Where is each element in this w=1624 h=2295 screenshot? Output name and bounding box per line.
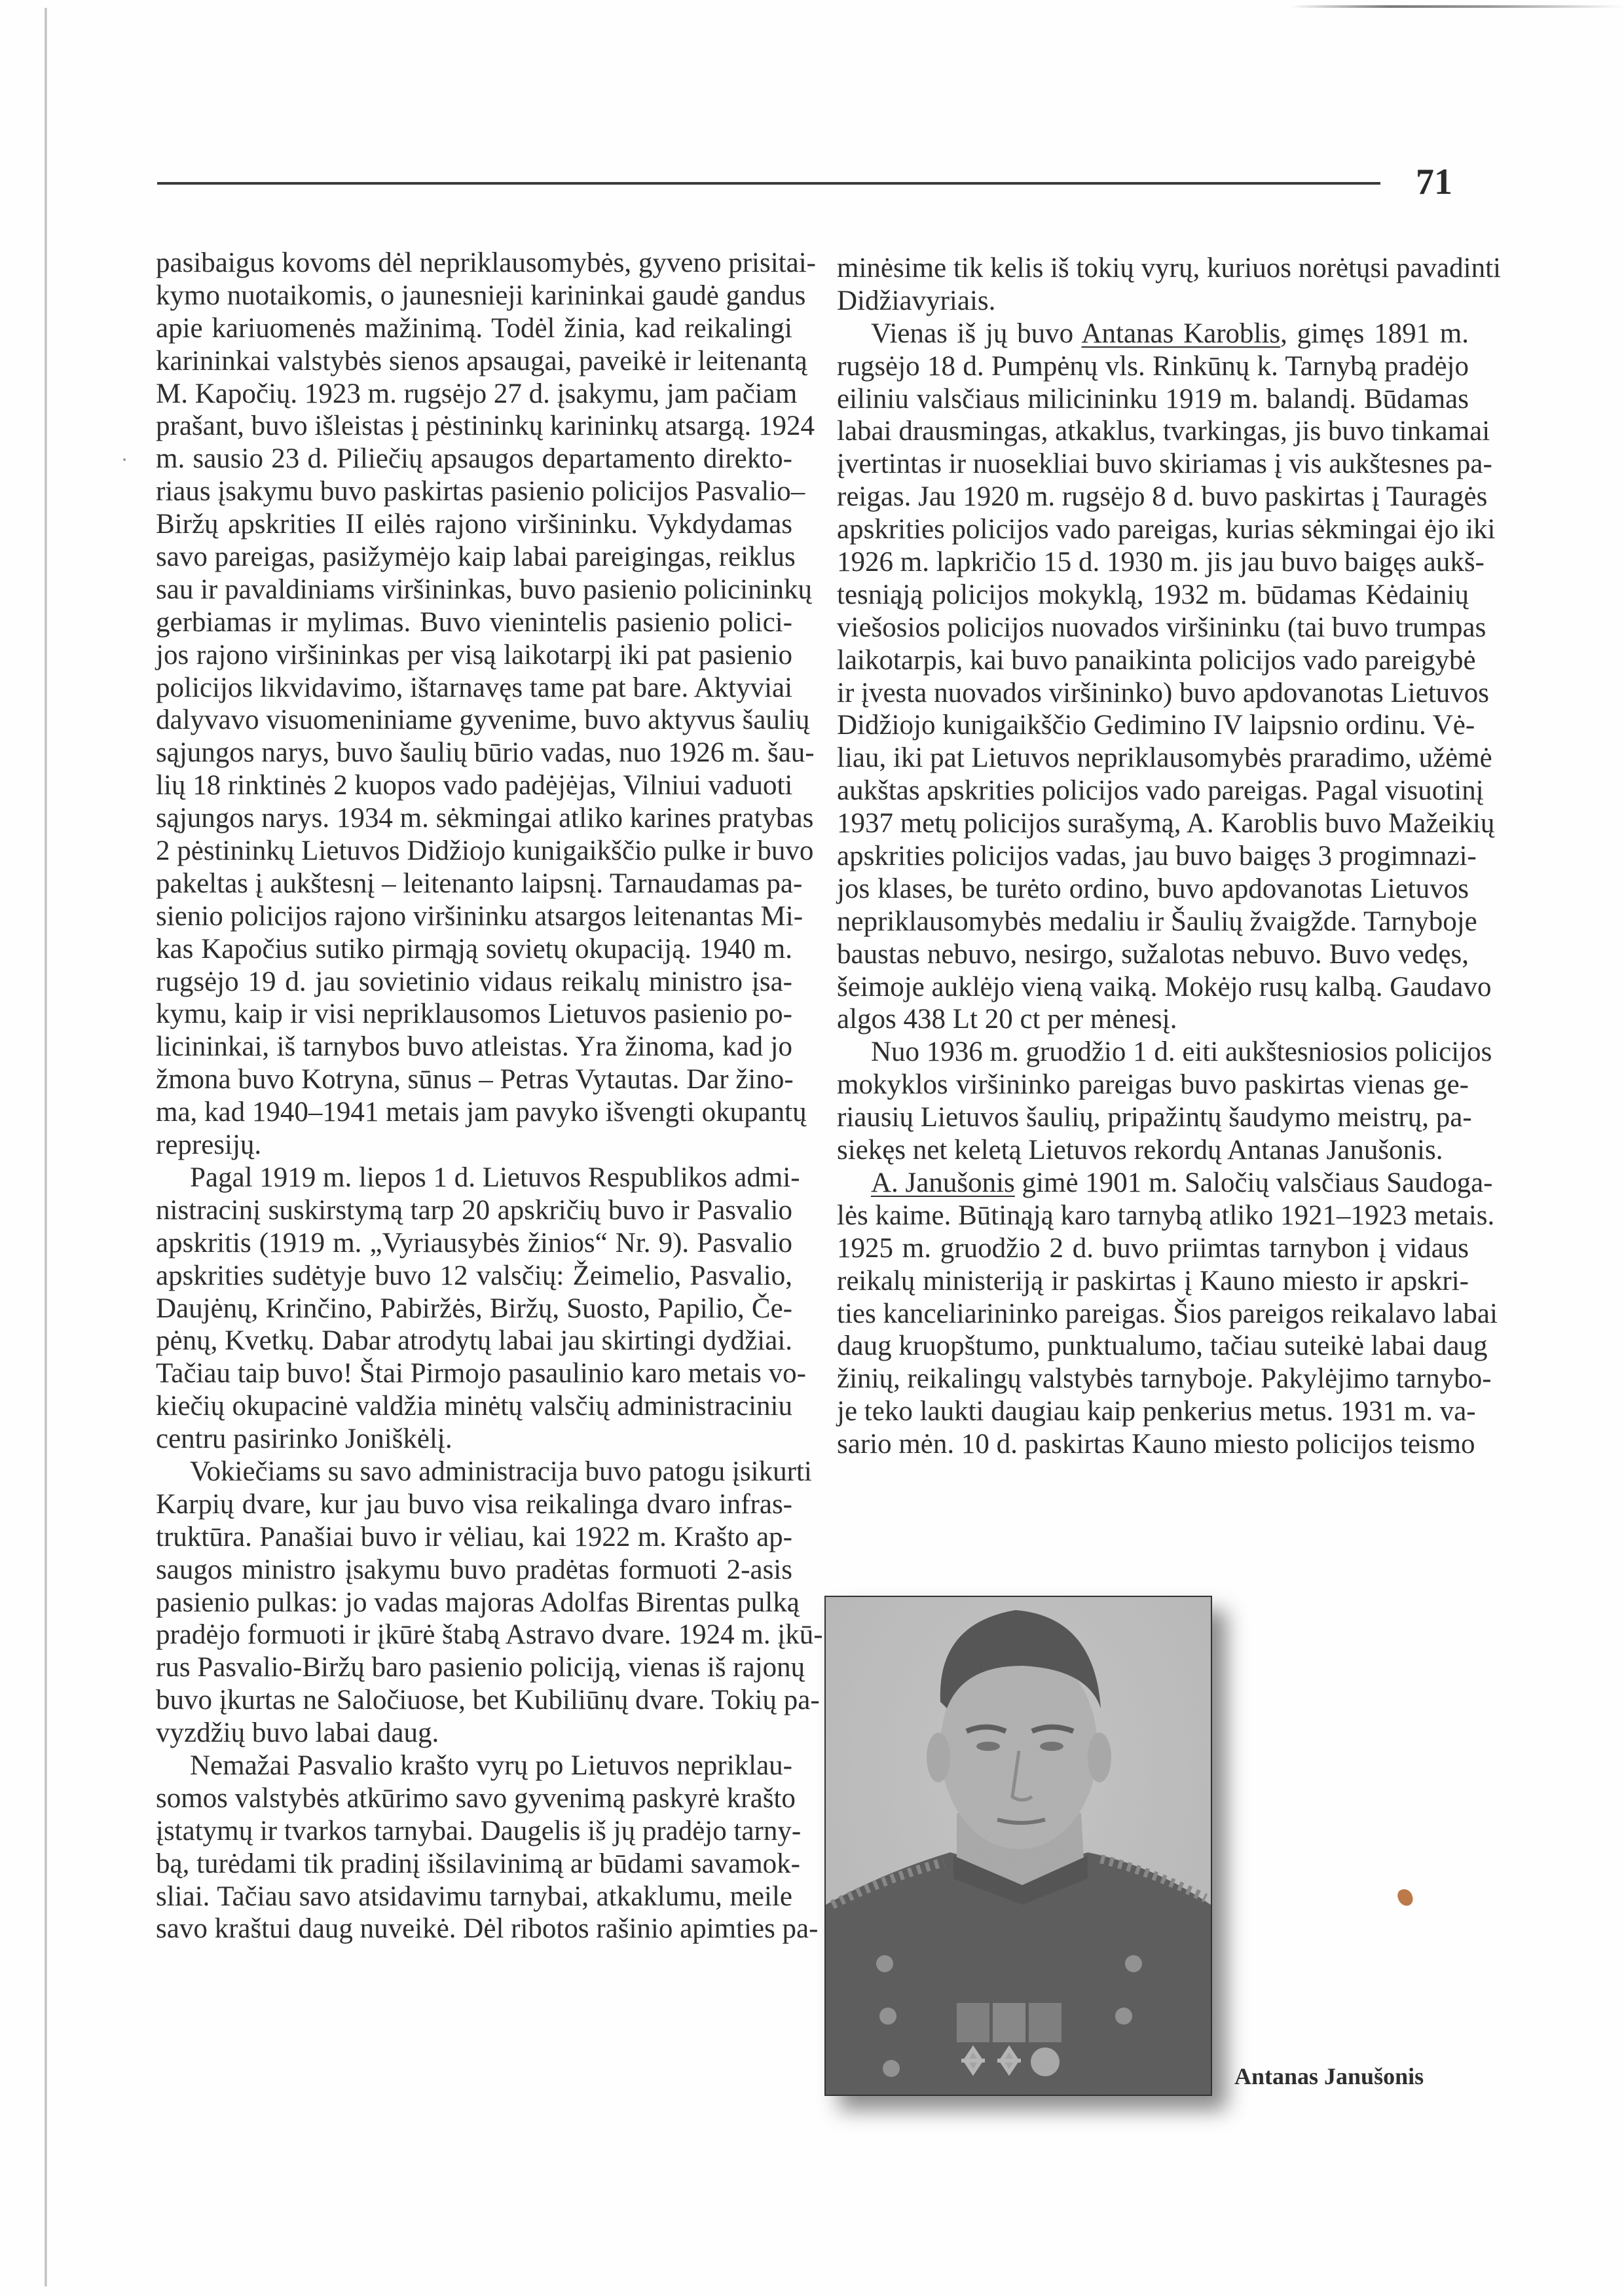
text-line: rugsėjo 19 d. jau sovietinio vidaus reikalų ministro įsa- [156, 966, 792, 997]
text-line: Biržų apskrities II eilės rajono viršininku. Vykdydamas [156, 509, 792, 540]
text-line: jos rajono viršininkas per visą laikotarpį iki pat pasienio [156, 639, 792, 670]
text-line: įvertintas ir nuosekliai buvo skiriamas į vis aukštesnes pa- [837, 449, 1492, 480]
text-line: m. sausio 23 d. Piliečių apsaugos departamento direkto- [156, 443, 792, 475]
text-line: somos valstybės atkūrimo savo gyvenimą paskyrė krašto [156, 1782, 796, 1814]
underlined-name: A. Janušonis [871, 1167, 1015, 1198]
text-line: Nemažai Pasvalio krašto vyrų po Lietuvos nepriklau- [190, 1750, 792, 1781]
text-line: lių 18 rinktinės 2 kuopos vado padėjėjas, Vilniui vaduoti [156, 770, 793, 801]
text-line: represijų. [156, 1129, 262, 1161]
scan-top-shadow [1290, 5, 1624, 8]
text-line: vyzdžių buvo labai daug. [156, 1717, 439, 1749]
text-line: pasibaigus kovoms dėl nepriklausomybės, gyveno prisitai- [156, 248, 816, 278]
text-line: lės kaime. Būtinąją karo tarnybą atliko 1921–1923 metais. [837, 1200, 1495, 1231]
text-line: savo pareigas, pasižymėjo kaip labai pareigingas, reiklus [156, 542, 796, 573]
text-line: tesniąją policijos mokyklą, 1932 m. būdamas Kėdainių [837, 579, 1469, 610]
text-line: Vienas iš jų buvo Antanas Karoblis, gimęs 1891 m. [871, 318, 1469, 349]
text-line: eiliniu valsčiaus milicininku 1919 m. balandį. Būdamas [837, 383, 1469, 414]
text-line: 2 pėstininkų Lietuvos Didžiojo kunigaikščio pulke ir buvo [156, 835, 814, 867]
text-line: mokyklos viršininko pareigas buvo paskirtas vienas ge- [837, 1069, 1469, 1101]
text-line: rugsėjo 18 d. Pumpėnų vls. Rinkūnų k. Tarnybą pradėjo [837, 350, 1469, 382]
underlined-name: Antanas Karoblis [1081, 318, 1281, 349]
text-line: M. Kapočių. 1923 m. rugsėjo 27 d. įsakymu, jam pačiam [156, 378, 798, 409]
text-line: kiečių okupacinė valdžia minėtų valsčių administraciniu [156, 1391, 792, 1422]
left-column [156, 247, 823, 1945]
text-line: nistracinį suskirstymą tarp 20 apskričių buvo ir Pasvalio [156, 1194, 792, 1226]
scan-edge-shadow [45, 8, 47, 2286]
text-line: apie kariuomenės mažinimą. Todėl žinia, kad reikalingi [156, 312, 792, 344]
text-line: jos klases, be turėto ordino, buvo apdovanotas Lietuvos [837, 873, 1469, 904]
scan-speck [123, 458, 126, 461]
text-line: apskrities sudėtyje buvo 12 valsčių: Žeimelio, Pasvalio, [156, 1260, 792, 1291]
text-line: pradėjo formuoti ir įkūrė štabą Astravo dvare. 1924 m. įkū- [156, 1619, 823, 1651]
text-line: licininkai, iš tarnybos buvo atleistas. Yra žinoma, kad jo [156, 1031, 792, 1063]
text-line: saugos ministro įsakymu buvo pradėtas formuoti 2-asis [156, 1554, 792, 1585]
text-line: karininkai valstybės sienos apsaugai, paveikė ir leitenantą [156, 345, 807, 376]
text-line: algos 438 Lt 20 ct per mėnesį. [837, 1004, 1177, 1035]
text-line: labai drausmingas, atkaklus, tvarkingas, jis buvo tinkamai [837, 416, 1490, 447]
text-line: sliai. Tačiau savo atsidavimu tarnybai, atkaklumu, meile [156, 1881, 792, 1912]
text-line: 1925 m. gruodžio 2 d. buvo priimtas tarnybon į vidaus [837, 1232, 1469, 1264]
text-line: pakeltas į aukštesnį – leitenanto laipsnį. Tarnaudamas pa- [156, 868, 803, 899]
text-line: Pagal 1919 m. liepos 1 d. Lietuvos Respublikos admi- [190, 1162, 800, 1193]
text-line: minėsime tik kelis iš tokių vyrų, kuriuos norėtųsi pavadinti [837, 253, 1501, 284]
text-line: Nuo 1936 m. gruodžio 1 d. eiti aukštesniosios policijos [871, 1037, 1492, 1068]
text-line: Karpių dvare, kur jau buvo visa reikalinga dvaro infras- [156, 1488, 792, 1520]
text-line: truktūra. Panašiai buvo ir vėliau, kai 1922 m. Krašto ap- [156, 1521, 792, 1552]
text-line: Tačiau taip buvo! Štai Pirmojo pasaulinio karo metais vo- [156, 1358, 806, 1389]
text-line: apskrities policijos vado pareigas, kurias sėkmingai ėjo iki [837, 514, 1496, 545]
text-line: riaus įsakymu buvo paskirtas pasienio policijos Pasvalio– [156, 476, 805, 507]
text-line: ma, kad 1940–1941 metais jam pavyko išvengti okupantų [156, 1097, 807, 1128]
header-rule [157, 182, 1380, 185]
text-line: kymo nuotaikomis, o jaunesnieji karininkai gaudė gandus [156, 280, 806, 311]
text-line: dalyvavo visuomeniniame gyvenime, buvo aktyvus šaulių [156, 705, 810, 736]
text-line: laikotarpis, kai buvo panaikinta policijos vado pareigybė [837, 644, 1476, 676]
text-line: sienio policijos rajono viršininku atsargos leitenantas Mi- [156, 900, 803, 932]
text-line: 1926 m. lapkričio 15 d. 1930 m. jis jau buvo baigęs aukš- [837, 547, 1485, 578]
text-line: reikalų ministeriją ir paskirtas į Kauno miesto ir apskri- [837, 1265, 1469, 1296]
text-line: centru pasirinko Joniškėlį. [156, 1423, 452, 1455]
text-line: reigas. Jau 1920 m. rugsėjo 8 d. buvo paskirtas į Tauragės [837, 481, 1488, 513]
text-line: gerbiamas ir mylimas. Buvo vienintelis pasienio polici- [156, 606, 792, 638]
text-line: daug kruopštumo, punktualumo, tačiau suteikė labai daug [837, 1331, 1488, 1362]
text-line: Didžiojo kunigaikščio Gedimino IV laipsnio ordinu. Vė- [837, 710, 1475, 741]
right-column [837, 252, 1501, 1461]
paper-stain [1396, 1888, 1414, 1908]
text-line: įstatymų ir tvarkos tarnybai. Daugelis iš jų pradėjo tarny- [156, 1815, 802, 1846]
text-line: ir įvesta nuovados viršininko) buvo apdovanotas Lietuvos [837, 677, 1490, 708]
text-line: aukštas apskrities policijos vado pareigas. Pagal visuotinį [837, 775, 1484, 807]
text-line: sąjungos narys, buvo šaulių būrio vadas, nuo 1926 m. šau- [156, 737, 815, 769]
text-line: ties kanceliarininko pareigas. Šios pareigos reikalavo labai [837, 1298, 1498, 1329]
text-line: kas Kapočius sutiko pirmąją sovietų okupaciją. 1940 m. [156, 933, 792, 964]
text-line: A. Janušonis gimė 1901 m. Saločių valsčiaus Saudoga- [871, 1167, 1493, 1198]
text-line: žinių, reikalingų valstybės tarnyboje. Pakylėjimo tarnybo- [837, 1363, 1492, 1395]
text-line: je teko laukti daugiau kaip penkerius metus. 1931 m. va- [837, 1396, 1476, 1427]
portrait-photo [824, 1596, 1212, 2096]
text-line: Didžiavyriais. [837, 285, 996, 316]
text-line: buvo įkurtas ne Saločiuose, bet Kubiliūnų dvare. Tokių pa- [156, 1685, 820, 1716]
text-line: siekęs net keletą Lietuvos rekordų Antanas Janušonis. [837, 1135, 1443, 1166]
text-line: šeimoje auklėjo vieną vaiką. Mokėjo rusų kalbą. Gaudavo [837, 971, 1492, 1002]
text-line: nepriklausomybės medaliu ir Šaulių žvaigžde. Tarnyboje [837, 906, 1477, 937]
text-line: sario mėn. 10 d. paskirtas Kauno miesto policijos teismo [837, 1429, 1475, 1460]
text-line: policijos likvidavimo, ištarnavęs tame pat bare. Aktyviai [156, 672, 793, 703]
text-line: viešosios policijos nuovados viršininku (tai buvo trumpas [837, 612, 1486, 643]
portrait-image [826, 1597, 1211, 2095]
text-line: sąjungos narys. 1934 m. sėkmingai atliko karines pratybas [156, 803, 814, 834]
text-line: pasienio pulkas: jo vadas majoras Adolfas Birentas pulką [156, 1587, 800, 1618]
page-number: 71 [1416, 162, 1452, 202]
text-line: apskritis (1919 m. „Vyriausybės žinios“ Nr. 9). Pasvalio [156, 1227, 792, 1258]
text-line: Daujėnų, Krinčino, Pabiržės, Biržų, Suosto, Papilio, Če- [156, 1293, 792, 1324]
text-line: žmona buvo Kotryna, sūnus – Petras Vytautas. Dar žino- [156, 1064, 794, 1095]
text-line: bą, turėdami tik pradinį išsilavinimą ar būdami savamok- [156, 1848, 800, 1879]
text-line: savo kraštui daug nuveikė. Dėl ribotos rašinio apimties pa- [156, 1913, 819, 1945]
text-line: pėnų, Kvetkų. Dabar atrodytų labai jau skirtingi dydžiai. [156, 1325, 793, 1357]
text-line: baustas nebuvo, nesirgo, sužalotas nebuvo. Buvo vedęs, [837, 938, 1469, 970]
text-line: riausių Lietuvos šaulių, pripažintų šaudymo meistrų, pa- [837, 1102, 1472, 1133]
text-line: liau, iki pat Lietuvos nepriklausomybės praradimo, užėmė [837, 743, 1492, 774]
text-line: Vokiečiams su savo administracija buvo patogu įsikurti [190, 1456, 812, 1487]
text-line: kymu, kaip ir visi nepriklausomos Lietuvos pasienio po- [156, 999, 792, 1030]
text-line: rus Pasvalio-Biržų baro pasienio policiją, vienas iš rajonų [156, 1652, 805, 1683]
text-line: 1937 metų policijos surašymą, A. Karoblis buvo Mažeikių [837, 808, 1495, 839]
photo-caption: Antanas Janušonis [1234, 2063, 1424, 2089]
text-line: apskrities policijos vadas, jau buvo baigęs 3 progimnazi- [837, 841, 1477, 872]
text-line: sau ir pavaldiniams viršininkas, buvo pasienio policininkų [156, 574, 812, 605]
text-line: prašant, buvo išleistas į pėstininkų karininkų atsargą. 1924 [156, 411, 815, 442]
